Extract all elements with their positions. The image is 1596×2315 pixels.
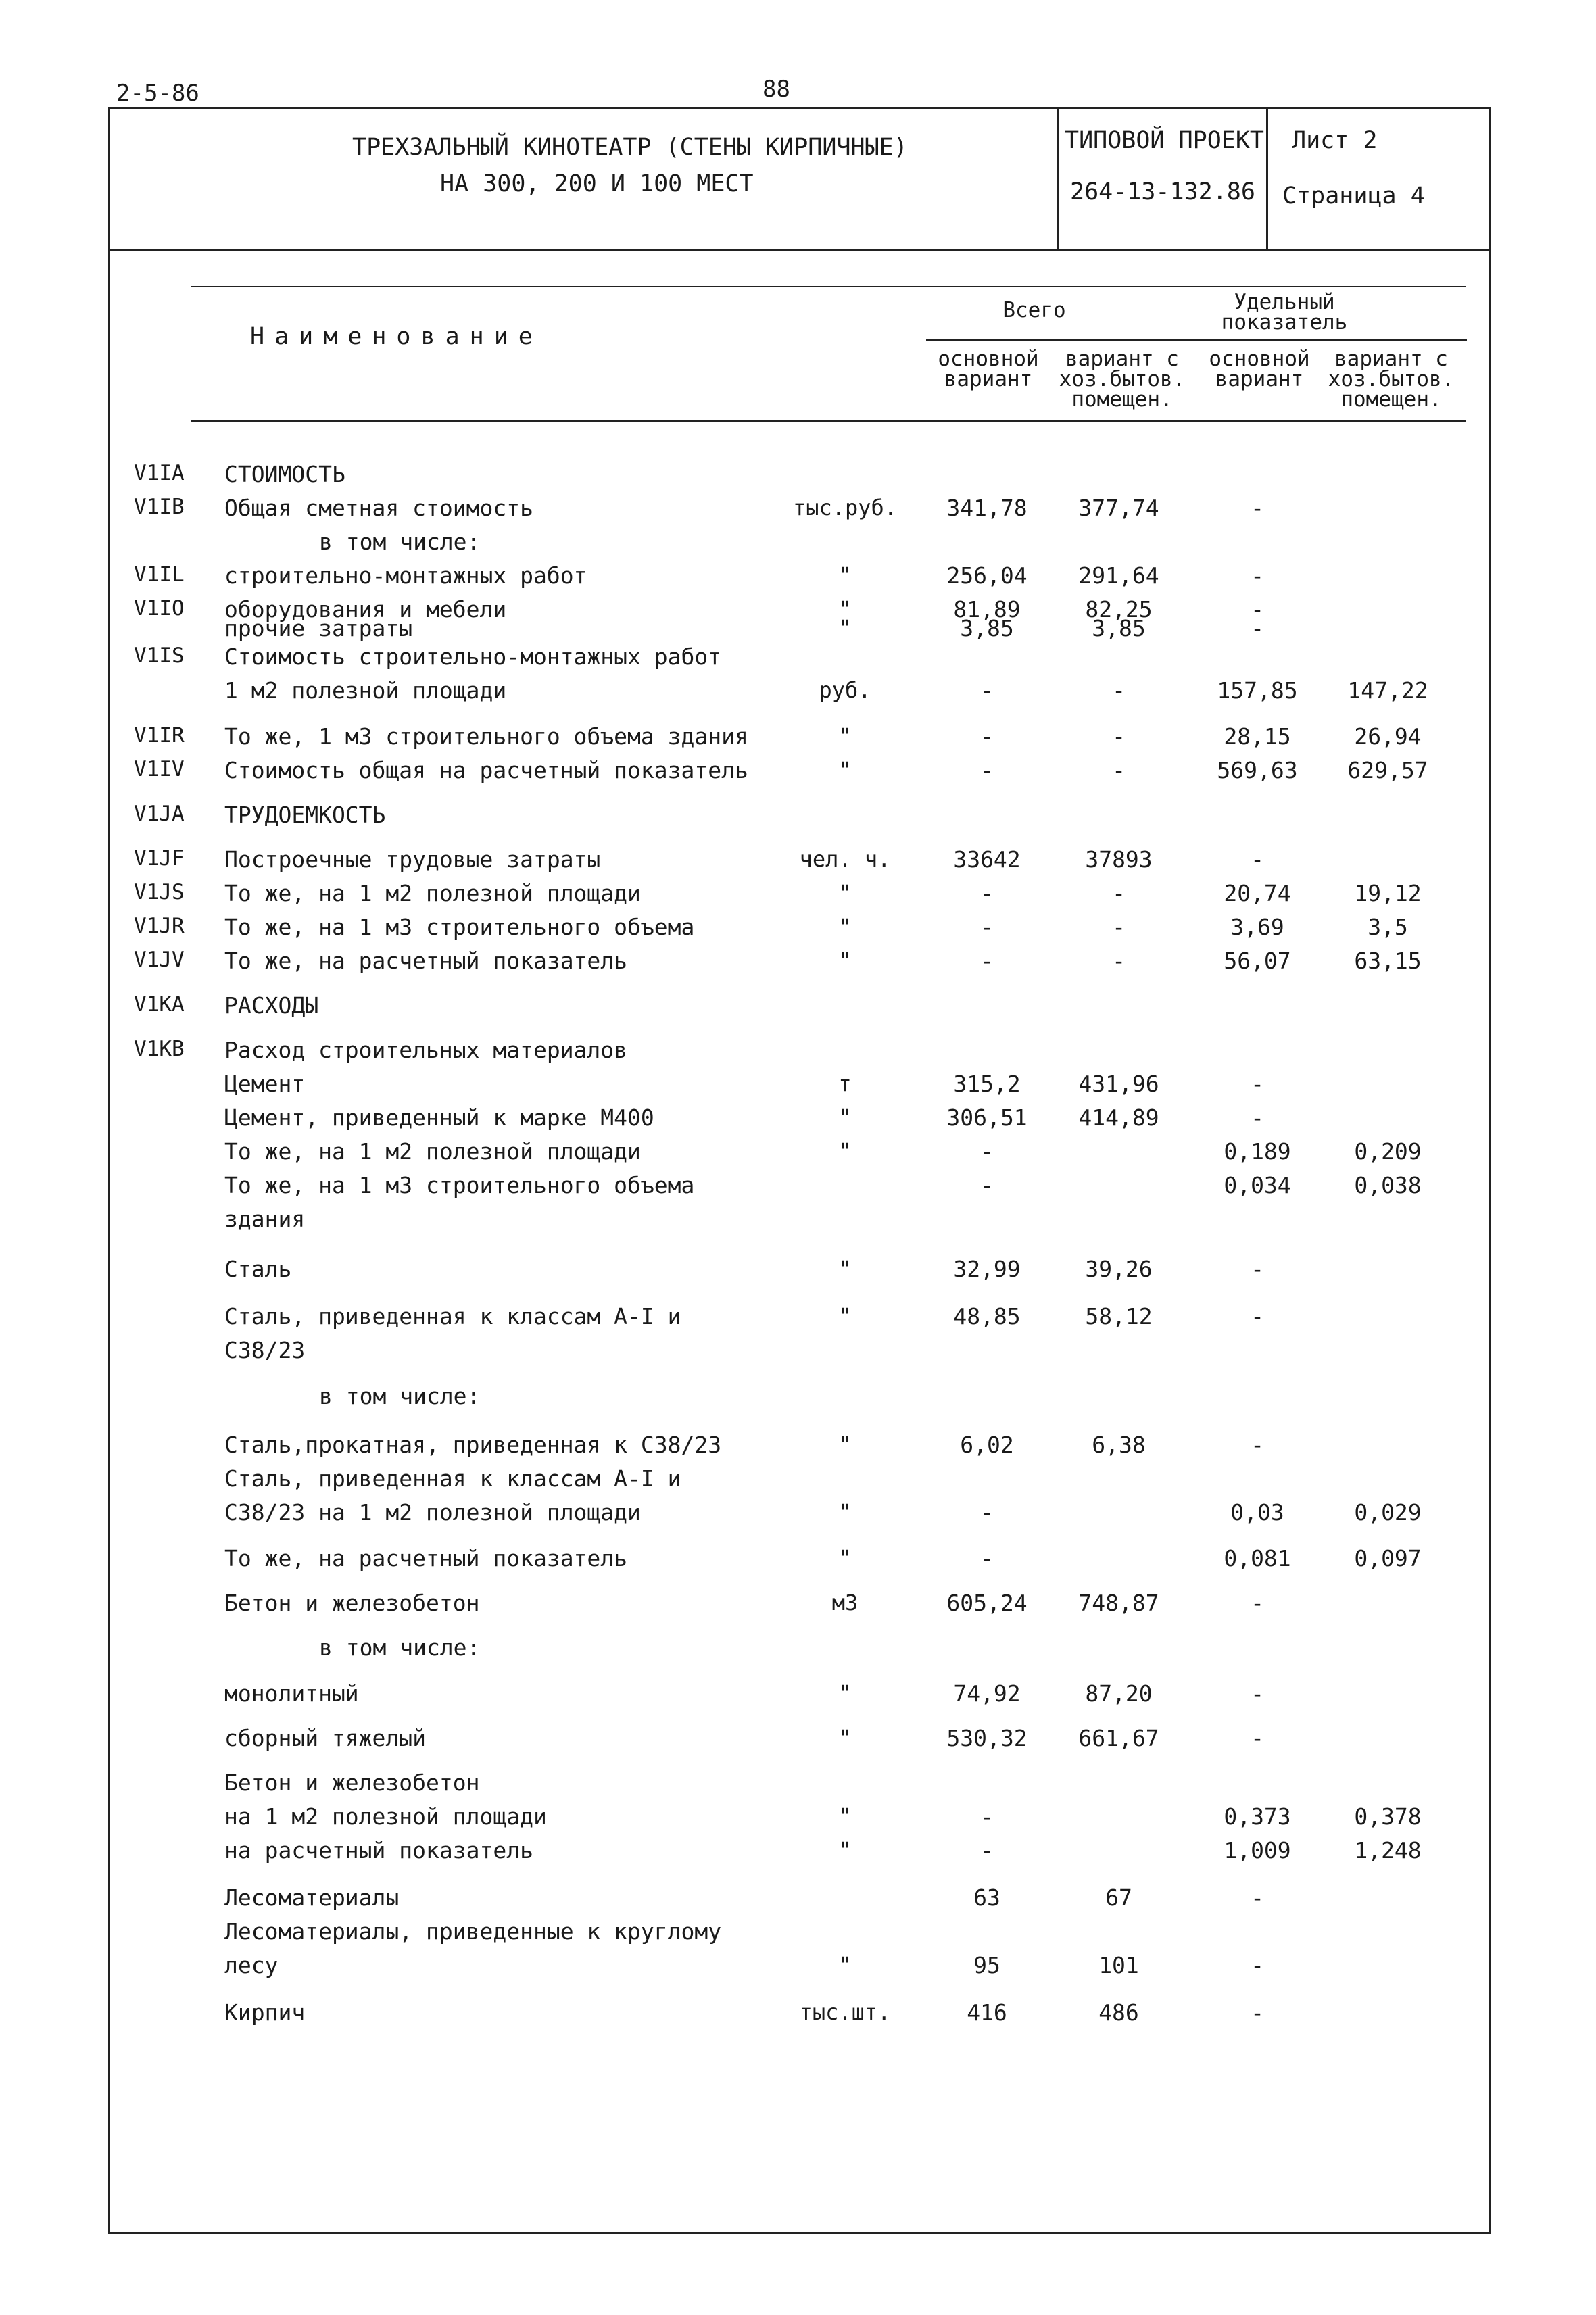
row-name: здания: [224, 1206, 306, 1232]
row-code: V1IS: [134, 643, 185, 668]
row-unit: ": [838, 1837, 852, 1863]
header-rule-mid: [926, 339, 1467, 341]
row-total-variant: 39,26: [1085, 1256, 1153, 1282]
row-total-variant: 37893: [1085, 846, 1153, 873]
row-total-basic: -: [980, 1545, 994, 1571]
row-name: С38/23: [224, 1337, 306, 1363]
row-name: Цемент: [224, 1071, 306, 1097]
row-total-basic: 315,2: [953, 1071, 1021, 1097]
row-specific-variant: 0,097: [1354, 1545, 1422, 1571]
header-rule-top: [191, 286, 1466, 287]
row-name: Цемент, приведенный к марке М400: [224, 1104, 654, 1131]
row-specific-basic: 28,15: [1224, 723, 1291, 750]
row-unit: чел. ч.: [799, 846, 891, 872]
row-code: V1KB: [134, 1037, 185, 1061]
row-name: Стоимость общая на расчетный показатель: [224, 757, 748, 783]
row-specific-basic: 569,63: [1217, 757, 1298, 783]
row-specific-basic: -: [1251, 495, 1264, 521]
row-unit: ": [838, 914, 852, 940]
row-name: строительно-монтажных работ: [224, 562, 587, 589]
row-name: Сталь: [224, 1256, 292, 1282]
row-total-variant: -: [1112, 948, 1126, 974]
row-unit: тыс.шт.: [799, 1999, 891, 2025]
row-specific-basic: 1,009: [1224, 1837, 1291, 1863]
project-number: 264-13-132.86: [1070, 178, 1255, 205]
row-total-basic: -: [980, 1172, 994, 1198]
row-total-variant: 377,74: [1078, 495, 1159, 521]
row-total-variant: 748,87: [1078, 1590, 1159, 1616]
row-specific-basic: 0,373: [1224, 1803, 1291, 1830]
row-specific-basic: -: [1251, 1256, 1264, 1282]
row-total-basic: 81,89: [953, 596, 1021, 623]
row-name: То же, на 1 м2 полезной площади: [224, 1138, 641, 1165]
row-specific-variant: 1,248: [1354, 1837, 1422, 1863]
row-total-basic: 6,02: [960, 1432, 1014, 1458]
row-name: на 1 м2 полезной площади: [224, 1803, 547, 1830]
row-total-variant: 58,12: [1085, 1303, 1153, 1330]
row-name: То же, на 1 м3 строительного объема: [224, 1172, 695, 1198]
row-name: Бетон и железобетон: [224, 1770, 480, 1796]
row-specific-basic: -: [1251, 615, 1264, 641]
row-total-variant: 6,38: [1092, 1432, 1146, 1458]
row-total-basic: -: [980, 948, 994, 974]
header-rule-bottom: [191, 420, 1466, 422]
row-specific-basic: 0,081: [1224, 1545, 1291, 1571]
row-specific-variant: 19,12: [1354, 880, 1422, 906]
row-total-variant: 67: [1105, 1884, 1132, 1911]
row-name: Построечные трудовые затраты: [224, 846, 601, 873]
row-total-basic: 306,51: [946, 1104, 1027, 1131]
header-total: Всего: [1002, 298, 1066, 322]
row-code: V1IV: [134, 757, 185, 781]
row-total-basic: -: [980, 1138, 994, 1165]
row-name: С38/23 на 1 м2 полезной площади: [224, 1499, 641, 1526]
row-unit: руб.: [819, 677, 871, 703]
row-code: V1JV: [134, 948, 185, 972]
row-unit: ": [838, 1432, 852, 1457]
row-specific-basic: 0,189: [1224, 1138, 1291, 1165]
row-total-basic: -: [980, 1803, 994, 1830]
row-specific-basic: -: [1251, 1303, 1264, 1330]
row-name: Кирпич: [224, 1999, 306, 2026]
row-unit: ": [838, 1104, 852, 1130]
row-specific-variant: 0,209: [1354, 1138, 1422, 1165]
row-specific-variant: 26,94: [1354, 723, 1422, 750]
project-label: ТИПОВОЙ ПРОЕКТ: [1065, 127, 1265, 154]
row-specific-basic: 157,85: [1217, 677, 1298, 704]
row-name: 1 м2 полезной площади: [224, 677, 507, 704]
row-total-variant: -: [1112, 677, 1126, 704]
row-total-variant: -: [1112, 723, 1126, 750]
row-unit: ": [838, 615, 852, 641]
row-unit: ": [838, 1499, 852, 1525]
row-total-basic: 63: [973, 1884, 1000, 1911]
row-unit: ": [838, 1303, 852, 1329]
row-total-basic: -: [980, 880, 994, 906]
row-total-basic: -: [980, 1837, 994, 1863]
row-specific-basic: -: [1251, 1071, 1264, 1097]
sheet-label: Лист 2: [1292, 127, 1378, 154]
row-total-basic: 416: [967, 1999, 1007, 2026]
row-unit: м3: [831, 1590, 859, 1615]
divider: [1266, 109, 1268, 249]
row-name: Бетон и железобетон: [224, 1590, 480, 1616]
row-name: на расчетный показатель: [224, 1837, 533, 1863]
row-total-basic: 605,24: [946, 1590, 1027, 1616]
page-number: 88: [763, 76, 790, 103]
row-code: V1JA: [134, 802, 185, 826]
row-code: V1JF: [134, 846, 185, 871]
row-name: монолитный: [224, 1680, 359, 1707]
row-name: РАСХОДЫ: [224, 992, 319, 1019]
row-specific-basic: -: [1251, 596, 1264, 623]
row-total-variant: 414,89: [1078, 1104, 1159, 1131]
row-name: Общая сметная стоимость: [224, 495, 533, 521]
top-rule: [108, 107, 1491, 109]
row-specific-basic: -: [1251, 1432, 1264, 1458]
row-name: в том числе:: [319, 1634, 481, 1661]
row-name: То же, на расчетный показатель: [224, 948, 628, 974]
row-name: Расход строительных материалов: [224, 1037, 628, 1063]
row-unit: т: [838, 1071, 852, 1096]
row-name: Стоимость строительно-монтажных работ: [224, 643, 722, 670]
row-total-basic: 341,78: [946, 495, 1027, 521]
row-total-variant: 87,20: [1085, 1680, 1153, 1707]
row-total-variant: 486: [1098, 1999, 1139, 2026]
row-specific-basic: 0,03: [1230, 1499, 1284, 1526]
row-name: То же, на 1 м2 полезной площади: [224, 880, 641, 906]
row-specific-variant: 63,15: [1354, 948, 1422, 974]
row-name: в том числе:: [319, 529, 481, 555]
row-name: оборудования и мебели: [224, 596, 507, 623]
row-name: То же, на 1 м3 строительного объема: [224, 914, 695, 940]
row-unit: ": [838, 948, 852, 973]
row-specific-variant: 0,038: [1354, 1172, 1422, 1198]
row-total-variant: 291,64: [1078, 562, 1159, 589]
header-specific: Удельный показатель: [1221, 290, 1348, 335]
page-code: 2-5-86: [116, 80, 199, 107]
row-code: V1KA: [134, 992, 185, 1017]
row-total-variant: 101: [1098, 1952, 1139, 1978]
row-total-basic: 256,04: [946, 562, 1027, 589]
row-name: То же, на расчетный показатель: [224, 1545, 628, 1571]
row-total-variant: 431,96: [1078, 1071, 1159, 1097]
row-unit: ": [838, 1952, 852, 1978]
row-unit: ": [838, 880, 852, 906]
row-unit: ": [838, 723, 852, 749]
row-specific-basic: -: [1251, 846, 1264, 873]
row-code: V1IB: [134, 495, 185, 519]
row-specific-basic: -: [1251, 1884, 1264, 1911]
row-specific-basic: -: [1251, 1725, 1264, 1751]
row-name: Сталь,прокатная, приведенная к С38/23: [224, 1432, 722, 1458]
row-name: То же, 1 м3 строительного объема здания: [224, 723, 748, 750]
row-unit: ": [838, 596, 852, 622]
row-total-basic: 95: [973, 1952, 1000, 1978]
header-variant-1: вариант с хоз.бытов. помещен.: [1059, 347, 1186, 412]
row-specific-basic: 0,034: [1224, 1172, 1291, 1198]
row-total-basic: -: [980, 757, 994, 783]
row-specific-basic: -: [1251, 1104, 1264, 1131]
row-total-basic: 74,92: [953, 1680, 1021, 1707]
row-unit: ": [838, 1680, 852, 1706]
row-total-basic: -: [980, 1499, 994, 1526]
row-total-basic: 530,32: [946, 1725, 1027, 1751]
row-name: СТОИМОСТЬ: [224, 461, 345, 487]
header-basic-1: основной вариант: [938, 347, 1039, 391]
row-specific-basic: -: [1251, 562, 1264, 589]
row-specific-variant: 0,378: [1354, 1803, 1422, 1830]
row-unit: ": [838, 562, 852, 588]
row-total-variant: 661,67: [1078, 1725, 1159, 1751]
row-unit: ": [838, 1803, 852, 1829]
row-specific-basic: -: [1251, 1590, 1264, 1616]
row-name: Лесоматериалы: [224, 1884, 400, 1911]
row-specific-variant: 147,22: [1347, 677, 1428, 704]
row-name: лесу: [224, 1952, 279, 1978]
row-specific-variant: 0,029: [1354, 1499, 1422, 1526]
row-specific-variant: 629,57: [1347, 757, 1428, 783]
row-total-basic: 48,85: [953, 1303, 1021, 1330]
row-unit: ": [838, 1545, 852, 1571]
row-code: V1JR: [134, 914, 185, 938]
page-label: Страница 4: [1282, 182, 1425, 210]
row-name: ТРУДОЕМКОСТЬ: [224, 802, 386, 828]
row-total-basic: 32,99: [953, 1256, 1021, 1282]
row-total-basic: -: [980, 677, 994, 704]
row-unit: ": [838, 757, 852, 783]
row-name: Сталь, приведенная к классам А-I и: [224, 1465, 681, 1492]
row-unit: ": [838, 1138, 852, 1164]
header-name: Наименование: [250, 323, 543, 350]
row-name: сборный тяжелый: [224, 1725, 427, 1751]
row-code: V1IR: [134, 723, 185, 748]
row-code: V1JS: [134, 880, 185, 904]
row-code: V1IL: [134, 562, 185, 587]
row-specific-basic: -: [1251, 1952, 1264, 1978]
row-unit: ": [838, 1256, 852, 1282]
row-total-variant: -: [1112, 757, 1126, 783]
row-name: Лесоматериалы, приведенные к круглому: [224, 1918, 722, 1945]
row-total-basic: 33642: [953, 846, 1021, 873]
row-name: прочие затраты: [224, 615, 413, 641]
row-total-variant: -: [1112, 914, 1126, 940]
row-specific-basic: 3,69: [1230, 914, 1284, 940]
row-specific-basic: 56,07: [1224, 948, 1291, 974]
row-specific-basic: -: [1251, 1999, 1264, 2026]
row-specific-basic: -: [1251, 1680, 1264, 1707]
row-total-variant: 82,25: [1085, 596, 1153, 623]
row-total-variant: -: [1112, 880, 1126, 906]
row-unit: тыс.руб.: [792, 495, 898, 520]
row-total-basic: 3,85: [960, 615, 1014, 641]
row-name: в том числе:: [319, 1383, 481, 1409]
row-total-variant: 3,85: [1092, 615, 1146, 641]
row-code: V1IO: [134, 596, 185, 620]
title-line-1: ТРЕХЗАЛЬНЫЙ КИНОТЕАТР (СТЕНЫ КИРПИЧНЫЕ): [352, 134, 908, 161]
row-code: V1IA: [134, 461, 185, 485]
header-variant-2: вариант с хоз.бытов. помещен.: [1328, 347, 1455, 412]
divider: [1057, 109, 1059, 249]
row-total-basic: -: [980, 914, 994, 940]
row-specific-variant: 3,5: [1368, 914, 1408, 940]
title-block: [110, 109, 1489, 251]
row-specific-basic: 20,74: [1224, 880, 1291, 906]
row-total-basic: -: [980, 723, 994, 750]
title-line-2: НА 300, 200 И 100 МЕСТ: [440, 170, 754, 197]
header-basic-2: основной вариант: [1209, 347, 1310, 391]
row-name: Сталь, приведенная к классам А-I и: [224, 1303, 681, 1330]
row-unit: ": [838, 1725, 852, 1751]
